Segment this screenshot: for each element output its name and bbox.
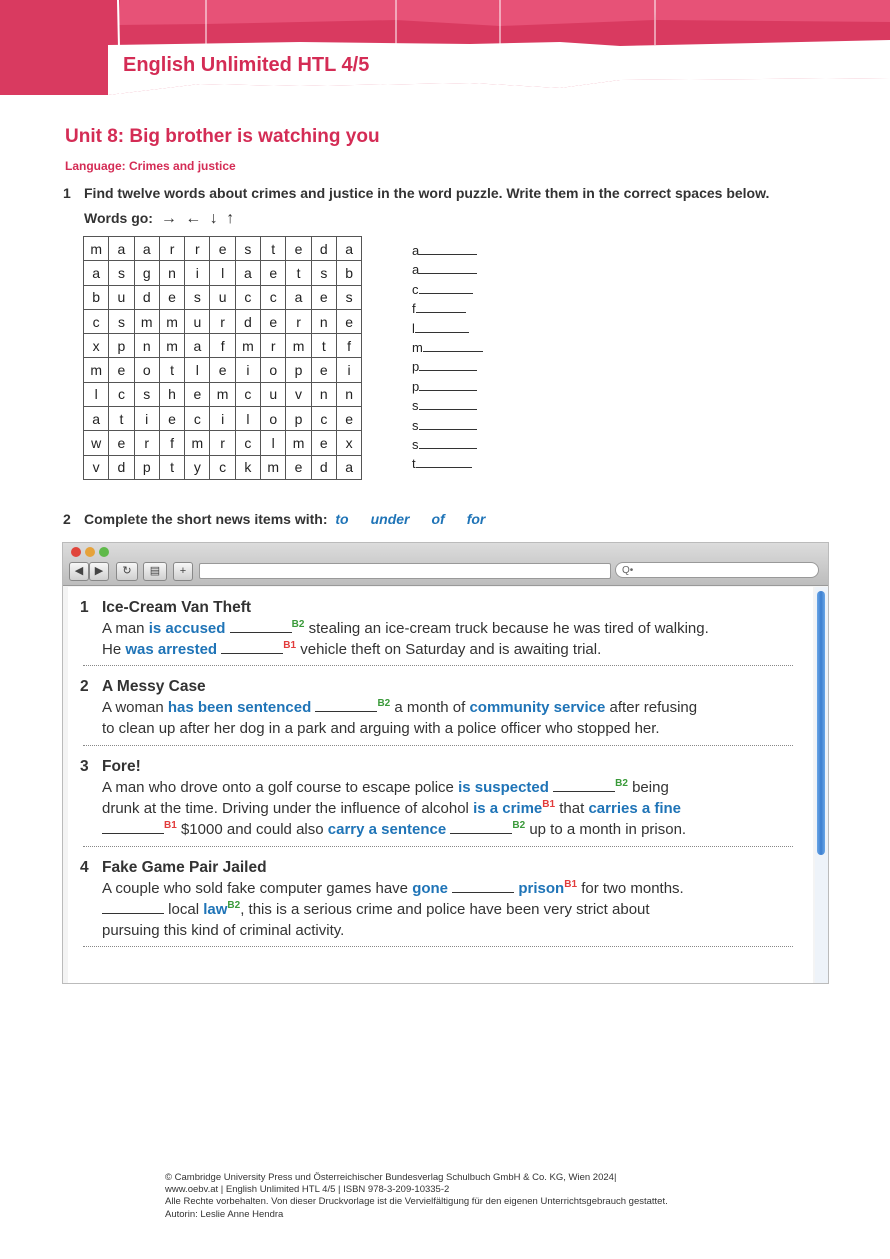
level-badge: B2: [377, 698, 391, 709]
news-text: vehicle theft on Saturday and is awaiting trial.: [300, 641, 602, 658]
puzzle-cell: p: [286, 358, 311, 382]
answer-blank[interactable]: [419, 397, 477, 410]
puzzle-cell: p: [109, 334, 134, 358]
level-badge: B1: [542, 799, 556, 810]
collocation: prison: [518, 880, 565, 897]
puzzle-cell: a: [286, 285, 311, 309]
collocation: is accused: [148, 620, 226, 637]
puzzle-cell: s: [311, 261, 336, 285]
answer-gap[interactable]: [452, 880, 514, 893]
news-text: $1000 and could also: [180, 821, 324, 838]
collocation: has been sentenced: [167, 699, 312, 716]
puzzle-cell: i: [336, 358, 361, 382]
puzzle-cell: x: [336, 431, 361, 455]
words-go-label: Words go:: [84, 210, 153, 226]
answer-line[interactable]: [412, 242, 483, 261]
answer-letter: a: [412, 262, 420, 278]
puzzle-cell: t: [311, 334, 336, 358]
scrollbar[interactable]: [815, 587, 828, 983]
puzzle-cell: l: [261, 431, 286, 455]
puzzle-cell: m: [286, 334, 311, 358]
answer-gap[interactable]: [230, 620, 292, 633]
answer-letter: f: [412, 301, 416, 317]
answer-line[interactable]: [412, 281, 483, 300]
news-text: A man: [102, 620, 145, 637]
collocation: community service: [469, 699, 606, 716]
news-text: A man who drove onto a golf course to escape police: [102, 779, 454, 796]
footer-line: © Cambridge University Press und Österreichischer Bundesverlag Schulbuch GmbH & Co. KG, Wien 2024|: [165, 1172, 617, 1183]
puzzle-cell: c: [185, 407, 210, 431]
puzzle-cell: t: [261, 237, 286, 261]
puzzle-cell: l: [84, 382, 109, 406]
puzzle-cell: d: [311, 237, 336, 261]
puzzle-cell: i: [185, 261, 210, 285]
puzzle-row: [84, 285, 362, 309]
exercise-2-instruction-text: Complete the short news items with:: [84, 511, 328, 527]
answer-line[interactable]: [412, 397, 483, 416]
puzzle-cell: e: [286, 455, 311, 479]
puzzle-cell: a: [185, 334, 210, 358]
answer-gap[interactable]: [102, 901, 164, 914]
divider: [83, 745, 793, 746]
answer-letter: s: [412, 398, 419, 414]
puzzle-cell: c: [261, 285, 286, 309]
word-bank-item: under: [370, 511, 410, 527]
puzzle-cell: o: [261, 407, 286, 431]
screenshot-icon[interactable]: ▤: [143, 562, 167, 581]
puzzle-row: [84, 431, 362, 455]
puzzle-cell: e: [336, 309, 361, 333]
word-bank-item: for: [466, 511, 486, 527]
puzzle-cell: r: [134, 431, 159, 455]
maximize-dot-icon: [99, 547, 109, 557]
level-badge: B1: [564, 879, 578, 890]
answer-blank[interactable]: [419, 417, 477, 430]
puzzle-cell: c: [311, 407, 336, 431]
puzzle-cell: s: [134, 382, 159, 406]
puzzle-cell: i: [235, 358, 260, 382]
puzzle-cell: c: [84, 309, 109, 333]
puzzle-cell: c: [109, 382, 134, 406]
word-bank-item: to: [335, 511, 349, 527]
puzzle-cell: m: [159, 334, 184, 358]
words-go: [84, 210, 236, 228]
browser-toolbar: [63, 543, 828, 586]
puzzle-cell: e: [109, 431, 134, 455]
puzzle-cell: s: [235, 237, 260, 261]
answer-letter: p: [412, 359, 420, 375]
puzzle-cell: a: [109, 237, 134, 261]
puzzle-row: [84, 261, 362, 285]
answer-blank[interactable]: [419, 436, 477, 449]
news-content: [68, 587, 813, 983]
footer-line: Alle Rechte vorbehalten. Von dieser Druckvorlage ist die Vervielfältigung für den eigenen Unterrichtsgebrauch gestattet.: [165, 1196, 668, 1208]
puzzle-cell: u: [109, 285, 134, 309]
puzzle-cell: p: [134, 455, 159, 479]
puzzle-cell: d: [235, 309, 260, 333]
answer-blank[interactable]: [415, 320, 469, 333]
puzzle-cell: t: [109, 407, 134, 431]
copyright-footer: [165, 1172, 668, 1221]
news-text: pursuing this kind of criminal activity.: [102, 922, 345, 939]
puzzle-cell: d: [134, 285, 159, 309]
puzzle-cell: c: [235, 431, 260, 455]
answer-letter: m: [412, 339, 423, 355]
puzzle-cell: o: [261, 358, 286, 382]
answer-gap[interactable]: [553, 779, 615, 792]
puzzle-cell: e: [311, 285, 336, 309]
answer-gap[interactable]: [221, 641, 283, 654]
puzzle-cell: s: [109, 309, 134, 333]
collocation: carry a sentence: [327, 821, 447, 838]
puzzle-cell: m: [134, 309, 159, 333]
puzzle-cell: d: [109, 455, 134, 479]
answer-line[interactable]: [412, 320, 483, 339]
level-badge: B1: [164, 820, 177, 831]
news-text: after refusing: [609, 699, 698, 716]
puzzle-cell: a: [336, 237, 361, 261]
puzzle-row: [84, 407, 362, 431]
answer-letter: a: [412, 243, 420, 258]
puzzle-cell: e: [185, 382, 210, 406]
exercise-1-instruction: Find twelve words about crimes and justice in the word puzzle. Write them in the correct spaces below.: [84, 185, 770, 201]
answer-blank[interactable]: [423, 339, 483, 352]
add-tab-icon[interactable]: +: [173, 562, 193, 581]
puzzle-cell: g: [134, 261, 159, 285]
news-item: [80, 597, 790, 660]
divider: [83, 846, 793, 847]
exercise-1-number: 1: [63, 185, 71, 201]
answer-line[interactable]: [412, 339, 483, 358]
puzzle-cell: a: [84, 407, 109, 431]
answer-line[interactable]: [412, 436, 483, 455]
collocation: law: [203, 901, 228, 918]
puzzle-cell: t: [286, 261, 311, 285]
puzzle-cell: y: [185, 455, 210, 479]
news-text: stealing an ice-cream truck because he was tired of walking.: [308, 620, 709, 637]
puzzle-cell: u: [210, 285, 235, 309]
level-badge: B2: [512, 820, 526, 831]
level-badge: B2: [227, 900, 241, 911]
puzzle-cell: e: [159, 407, 184, 431]
answer-blank[interactable]: [419, 358, 477, 371]
puzzle-cell: e: [159, 285, 184, 309]
answer-blank[interactable]: [419, 281, 473, 294]
puzzle-cell: b: [336, 261, 361, 285]
answer-line[interactable]: [412, 378, 483, 397]
news-text: , this is a serious crime and police have been very strict about: [240, 901, 650, 918]
puzzle-cell: o: [134, 358, 159, 382]
puzzle-cell: m: [84, 237, 109, 261]
puzzle-cell: r: [185, 237, 210, 261]
answer-line[interactable]: [412, 455, 483, 474]
puzzle-cell: e: [261, 309, 286, 333]
puzzle-cell: l: [235, 407, 260, 431]
answer-letter: s: [412, 417, 419, 433]
answer-lines: [412, 242, 483, 475]
puzzle-cell: c: [235, 285, 260, 309]
puzzle-cell: i: [134, 407, 159, 431]
answer-line[interactable]: [412, 300, 483, 319]
puzzle-cell: m: [286, 431, 311, 455]
answer-blank[interactable]: [419, 242, 477, 255]
answer-line[interactable]: [412, 417, 483, 436]
answer-letter: l: [412, 320, 415, 336]
puzzle-cell: l: [210, 261, 235, 285]
puzzle-cell: r: [210, 431, 235, 455]
puzzle-row: [84, 309, 362, 333]
puzzle-cell: e: [286, 237, 311, 261]
answer-blank[interactable]: [416, 300, 466, 313]
answer-letter: s: [412, 436, 419, 452]
news-text: being: [632, 779, 669, 796]
exercise-2-number: 2: [63, 511, 71, 527]
puzzle-cell: e: [261, 261, 286, 285]
news-item: [80, 857, 790, 941]
puzzle-cell: n: [134, 334, 159, 358]
answer-blank[interactable]: [419, 378, 477, 391]
answer-gap[interactable]: [315, 699, 377, 712]
news-title: A Messy Case: [102, 678, 206, 695]
news-text: drunk at the time. Driving under the influence of alcohol: [102, 800, 469, 817]
puzzle-cell: n: [311, 309, 336, 333]
puzzle-cell: v: [286, 382, 311, 406]
puzzle-row: [84, 237, 362, 261]
puzzle-cell: r: [261, 334, 286, 358]
puzzle-cell: x: [84, 334, 109, 358]
divider: [83, 946, 793, 947]
puzzle-cell: a: [336, 455, 361, 479]
word-puzzle-grid: [83, 236, 362, 480]
news-text: a month of: [394, 699, 466, 716]
minimize-dot-icon: [85, 547, 95, 557]
puzzle-cell: e: [210, 237, 235, 261]
puzzle-cell: e: [109, 358, 134, 382]
puzzle-row: [84, 334, 362, 358]
puzzle-cell: s: [185, 285, 210, 309]
news-title: Ice-Cream Van Theft: [102, 599, 252, 616]
news-title: Fore!: [102, 758, 141, 775]
puzzle-cell: k: [235, 455, 260, 479]
puzzle-cell: f: [210, 334, 235, 358]
back-icon[interactable]: ◀: [69, 562, 89, 581]
puzzle-cell: b: [84, 285, 109, 309]
puzzle-cell: a: [235, 261, 260, 285]
puzzle-cell: e: [311, 431, 336, 455]
search-field[interactable]: Q•: [615, 562, 819, 578]
language-label: Language: Crimes and justice: [65, 159, 236, 173]
puzzle-cell: a: [134, 237, 159, 261]
puzzle-cell: c: [210, 455, 235, 479]
puzzle-cell: m: [185, 431, 210, 455]
news-title: Fake Game Pair Jailed: [102, 859, 267, 876]
puzzle-row: [84, 358, 362, 382]
puzzle-cell: f: [159, 431, 184, 455]
answer-line[interactable]: [412, 358, 483, 377]
news-item: [80, 676, 790, 739]
reload-icon[interactable]: ↻: [116, 562, 138, 581]
forward-icon[interactable]: ▶: [89, 562, 109, 581]
puzzle-cell: m: [210, 382, 235, 406]
browser-window: [62, 542, 829, 984]
news-number: 1: [80, 599, 89, 616]
close-dot-icon: [71, 547, 81, 557]
answer-gap[interactable]: [102, 821, 164, 834]
collocation: gone: [412, 880, 449, 897]
collocation: carries a fine: [588, 800, 682, 817]
collocation: is suspected: [458, 779, 549, 796]
puzzle-cell: d: [311, 455, 336, 479]
news-number: 3: [80, 758, 89, 775]
footer-line: Autorin: Leslie Anne Hendra: [165, 1208, 284, 1220]
puzzle-cell: n: [159, 261, 184, 285]
exercise-2-instruction: [84, 511, 507, 527]
answer-blank[interactable]: [416, 455, 472, 468]
answer-line[interactable]: [412, 261, 483, 280]
puzzle-cell: l: [185, 358, 210, 382]
puzzle-cell: r: [210, 309, 235, 333]
news-number: 2: [80, 678, 89, 695]
puzzle-cell: s: [336, 285, 361, 309]
word-bank: [335, 511, 507, 527]
collocation: is a crime: [473, 800, 543, 817]
news-text: for two months.: [581, 880, 684, 897]
news-item: [80, 756, 790, 840]
puzzle-cell: m: [235, 334, 260, 358]
puzzle-cell: i: [210, 407, 235, 431]
address-bar[interactable]: [199, 563, 611, 579]
news-text: local: [168, 901, 200, 918]
puzzle-cell: t: [159, 455, 184, 479]
divider: [83, 665, 793, 666]
puzzle-cell: p: [286, 407, 311, 431]
header-banner: [0, 0, 890, 95]
puzzle-cell: r: [286, 309, 311, 333]
news-text: He: [102, 641, 122, 658]
level-badge: B2: [291, 619, 305, 630]
puzzle-cell: n: [311, 382, 336, 406]
puzzle-row: [84, 455, 362, 479]
puzzle-cell: m: [159, 309, 184, 333]
puzzle-cell: m: [84, 358, 109, 382]
news-text: to clean up after her dog in a park and arguing with a police officer who stopped her.: [102, 720, 660, 737]
puzzle-cell: m: [261, 455, 286, 479]
scroll-thumb[interactable]: [817, 591, 825, 855]
puzzle-cell: r: [159, 237, 184, 261]
puzzle-cell: n: [336, 382, 361, 406]
answer-letter: c: [412, 281, 419, 297]
puzzle-cell: u: [185, 309, 210, 333]
puzzle-cell: f: [336, 334, 361, 358]
news-text: up to a month in prison.: [529, 821, 687, 838]
puzzle-cell: s: [109, 261, 134, 285]
collocation: was arrested: [125, 641, 218, 658]
puzzle-cell: w: [84, 431, 109, 455]
puzzle-cell: t: [159, 358, 184, 382]
level-badge: B2: [615, 778, 628, 789]
puzzle-cell: v: [84, 455, 109, 479]
direction-arrows-icon: → ← ↓ ↑: [160, 210, 237, 227]
puzzle-cell: e: [336, 407, 361, 431]
news-number: 4: [80, 859, 89, 876]
answer-letter: p: [412, 378, 420, 394]
unit-title: Unit 8: Big brother is watching you: [65, 126, 380, 147]
puzzle-cell: e: [311, 358, 336, 382]
puzzle-cell: a: [84, 261, 109, 285]
news-text: that: [559, 800, 585, 817]
puzzle-row: [84, 382, 362, 406]
puzzle-cell: u: [261, 382, 286, 406]
answer-letter: t: [412, 456, 416, 472]
answer-blank[interactable]: [419, 261, 477, 274]
puzzle-cell: h: [159, 382, 184, 406]
footer-line: www.oebv.at | English Unlimited HTL 4/5 | ISBN 978-3-209-10335-2: [165, 1184, 450, 1196]
news-text: A woman: [102, 699, 164, 716]
answer-gap[interactable]: [450, 821, 512, 834]
word-bank-item: of: [431, 511, 445, 527]
puzzle-cell: e: [210, 358, 235, 382]
news-text: A couple who sold fake computer games have: [102, 880, 409, 897]
puzzle-cell: c: [235, 382, 260, 406]
level-badge: B1: [283, 640, 297, 651]
brand-title: English Unlimited HTL 4/5: [123, 54, 370, 76]
